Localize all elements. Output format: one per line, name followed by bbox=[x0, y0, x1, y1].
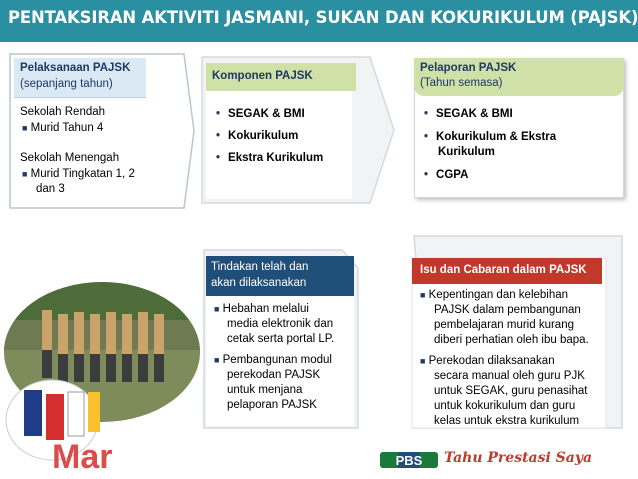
isu-line: pembelajaran murid kurang bbox=[434, 319, 574, 331]
komponen-item bbox=[216, 108, 305, 120]
bullet-icon: • bbox=[424, 108, 429, 120]
tindakan-item-1 bbox=[214, 303, 309, 315]
tindakan-line: Hebahan melalui bbox=[222, 303, 309, 315]
pelaporan-subheading: (Tahun semasa) bbox=[420, 77, 503, 89]
sekolah-menengah-label: Sekolah Menengah bbox=[20, 152, 120, 164]
tindakan-line: media elektronik dan bbox=[227, 318, 334, 330]
komponen-item-label: Kokurikulum bbox=[228, 130, 299, 142]
bullet-icon: ■ bbox=[420, 356, 426, 366]
sekolah-menengah-item bbox=[22, 168, 135, 180]
sekolah-rendah-label: Sekolah Rendah bbox=[20, 106, 106, 118]
svg-text:Mar: Mar bbox=[52, 438, 113, 472]
bullet-icon: • bbox=[424, 169, 429, 181]
isu-line: Kepentingan dan kelebihan bbox=[428, 289, 569, 301]
pelaporan-item-label: CGPA bbox=[436, 169, 469, 181]
bullet-icon: ■ bbox=[22, 123, 28, 133]
tindakan-item-2 bbox=[214, 354, 332, 366]
murid-tahun-4: Murid Tahun 4 bbox=[30, 122, 104, 134]
pelaporan-item bbox=[424, 108, 513, 120]
isu-line: kelas untuk ekstra kurikulum bbox=[434, 415, 580, 427]
isu-line: secara manual oleh guru PJK bbox=[434, 370, 585, 382]
isu-item-1 bbox=[420, 289, 568, 301]
bullet-icon: • bbox=[216, 152, 221, 164]
bullet-icon: ■ bbox=[214, 304, 220, 314]
komponen-header bbox=[206, 63, 356, 91]
isu-line: Perekodan dilaksanakan bbox=[428, 355, 555, 367]
bullet-icon: ■ bbox=[420, 290, 426, 300]
komponen-item-label: Ekstra Kurikulum bbox=[228, 152, 324, 164]
isu-line: diberi perhatian oleh ibu bapa. bbox=[434, 334, 589, 346]
komponen-item-label: SEGAK & BMI bbox=[228, 108, 305, 120]
komponen-heading: Komponen PAJSK bbox=[212, 70, 313, 82]
bullet-icon: • bbox=[216, 130, 221, 142]
page-title: PENTAKSIRAN AKTIVITI JASMANI, SUKAN DAN KOKURIKULUM (PAJSK) bbox=[8, 8, 638, 27]
pbs-logo bbox=[380, 450, 440, 470]
pelaksanaan-header bbox=[14, 58, 146, 98]
pelaporan-heading: Pelaporan PAJSK bbox=[420, 62, 517, 74]
students-photo bbox=[2, 280, 202, 472]
tindakan-line: untuk menjana bbox=[227, 384, 303, 396]
tindakan-heading-line1: Tindakan telah dan bbox=[211, 261, 309, 273]
pelaporan-header bbox=[414, 58, 624, 96]
isu-line: PAJSK dalam pembangunan bbox=[434, 304, 581, 316]
bullet-icon: • bbox=[424, 131, 429, 143]
bullet-icon: • bbox=[216, 108, 221, 120]
pelaporan-item bbox=[424, 169, 468, 181]
pbs-tagline: Tahu Prestasi Saya bbox=[444, 450, 593, 466]
pelaksanaan-heading: Pelaksanaan PAJSK bbox=[20, 62, 131, 74]
tindakan-header bbox=[206, 256, 354, 296]
pelaporan-item-label: Kokurikulum & Ekstra bbox=[436, 131, 557, 143]
komponen-item bbox=[216, 130, 298, 142]
bullet-icon: ■ bbox=[22, 169, 28, 179]
title-bar bbox=[0, 0, 638, 42]
isu-line: untuk SEGAK, guru penasihat bbox=[434, 385, 588, 397]
tindakan-line: cetak serta portal LP. bbox=[227, 333, 335, 345]
isu-heading: Isu dan Cabaran dalam PAJSK bbox=[420, 264, 587, 276]
komponen-item bbox=[216, 152, 323, 164]
pelaporan-item-label: SEGAK & BMI bbox=[436, 108, 513, 120]
murid-tingkatan-line2: dan 3 bbox=[36, 183, 65, 195]
pbs-logo-text: PBS bbox=[395, 453, 423, 468]
tindakan-line: Pembangunan modul bbox=[222, 354, 332, 366]
pelaporan-item bbox=[424, 131, 556, 143]
pelaksanaan-subheading: (sepanjang tahun) bbox=[20, 78, 113, 90]
murid-tingkatan-line1: Murid Tingkatan 1, 2 bbox=[30, 168, 135, 180]
isu-line: untuk kokurikulum dan guru bbox=[434, 400, 576, 412]
tindakan-heading-line2: akan dilaksanakan bbox=[211, 277, 307, 289]
tindakan-line: pelaporan PAJSK bbox=[227, 399, 317, 411]
bullet-icon: ■ bbox=[214, 355, 220, 365]
isu-header bbox=[412, 258, 602, 284]
sekolah-rendah-item bbox=[22, 122, 103, 134]
tindakan-line: perekodan PAJSK bbox=[227, 369, 321, 381]
isu-item-2 bbox=[420, 355, 555, 367]
pelaporan-item-line2: Kurikulum bbox=[438, 146, 495, 158]
